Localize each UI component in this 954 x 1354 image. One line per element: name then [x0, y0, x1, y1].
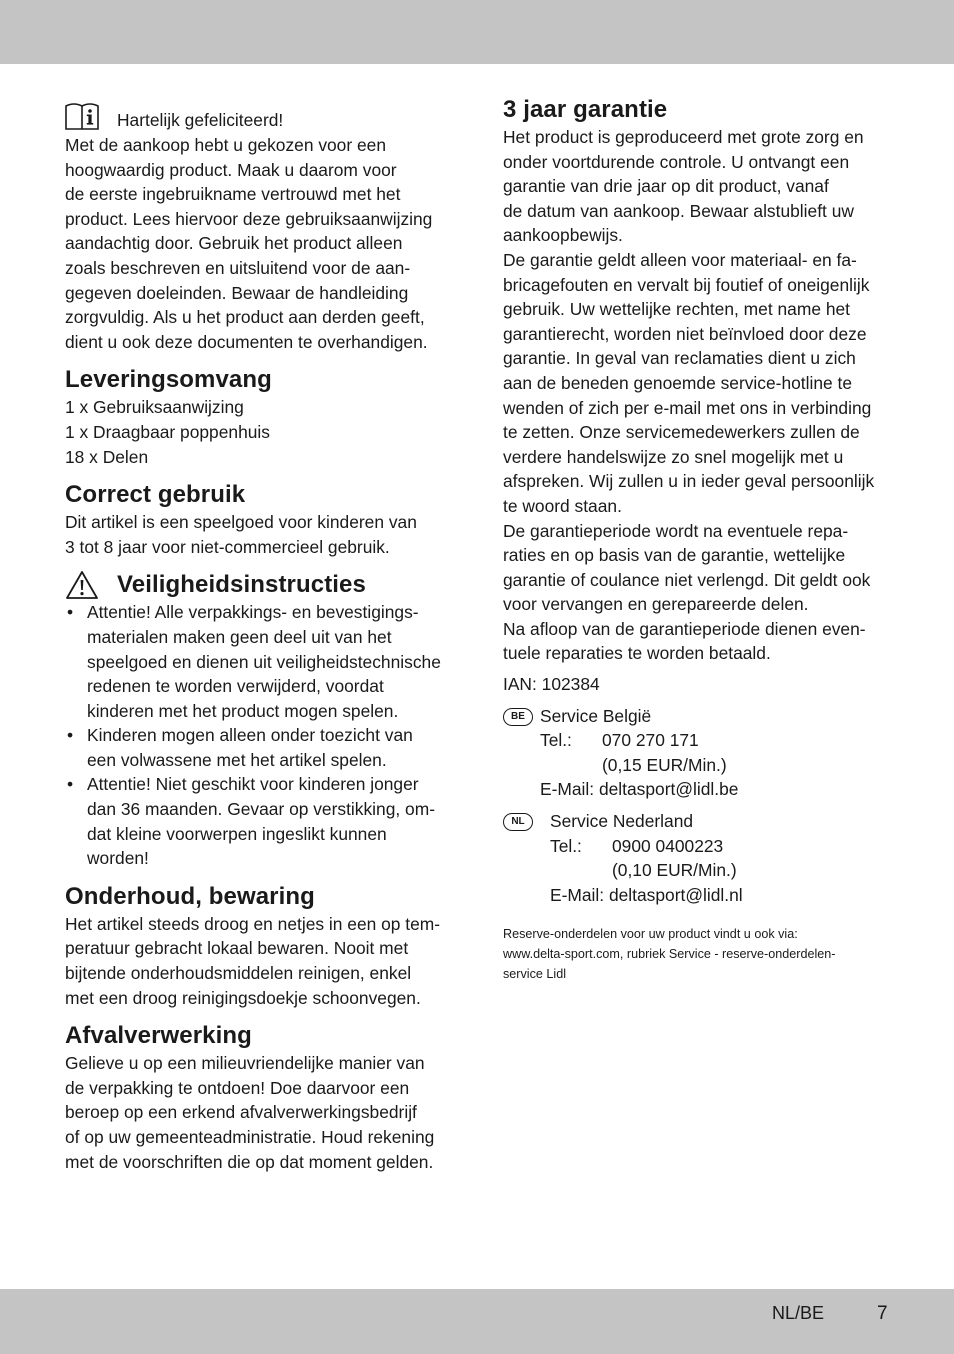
bullet-line: dan 36 maanden. Gevaar op verstikking, om- — [87, 799, 435, 820]
bullet-line: dat kleine voorwerpen ingeslikt kunnen — [87, 823, 387, 844]
section-veiligheid — [65, 570, 453, 871]
tel-number: 070 270 171 — [602, 730, 699, 751]
text-line: Het product is geproduceerd met grote zorg en — [503, 127, 864, 147]
right-column — [503, 95, 903, 985]
rate-spacer — [550, 858, 612, 883]
list-item — [65, 600, 453, 723]
intro-line: product. Lees hiervoor deze gebruiksaanwijzing — [65, 208, 433, 229]
bullet-line: redenen te worden verwijderd, voordat — [87, 676, 384, 697]
mail-label: E-Mail: — [550, 884, 605, 905]
header-band — [0, 0, 954, 64]
mail-address: deltasport@lidl.be — [598, 779, 739, 800]
intro-line: Met de aankoop hebt u gekozen voor een — [65, 135, 386, 155]
section-correct-gebruik — [65, 480, 453, 559]
text-line: De garantie geldt alleen voor materiaal- en fa- — [503, 249, 857, 270]
tel-rate: (0,10 EUR/Min.) — [612, 860, 737, 881]
nl-country-badge: NL — [503, 813, 533, 831]
service-belgium — [503, 704, 903, 802]
spare-parts-line: www.delta-sport.com, rubriek Service - reserve-onderdelen- — [503, 947, 836, 962]
heading-garantie: 3 jaar garantie — [503, 96, 668, 123]
service-tel-row — [550, 834, 743, 859]
intro-line: de eerste ingebruikname vertrouwd met het — [65, 184, 401, 205]
text-line: voor vervangen en gerepareerde delen. — [503, 594, 809, 615]
text-line: Gelieve u op een milieuvriendelijke manier van — [65, 1053, 425, 1074]
list-item — [65, 772, 453, 870]
spare-parts-line: service Lidl — [503, 967, 566, 981]
bullet-line: Attentie! Niet geschikt voor kinderen jonger — [87, 774, 419, 795]
tel-number: 0900 0400223 — [612, 835, 724, 856]
section-onderhoud — [65, 882, 453, 1010]
safety-list — [65, 600, 453, 871]
bullet-line: een volwassene met het artikel spelen. — [87, 749, 387, 770]
text-line: Na afloop van de garantieperiode dienen even- — [503, 618, 866, 639]
text-line: te zetten. Onze servicemedewerkers zullen de — [503, 422, 860, 443]
text-line: te woord staan. — [503, 495, 622, 516]
text-line: garantie van drie jaar op dit product, vanaf — [503, 176, 829, 197]
service-rate-row — [540, 753, 738, 778]
text-line: onder voortdurende controle. U ontvangt een — [503, 151, 850, 172]
text-line: bijtende onderhoudsmiddelen reinigen, enkel — [65, 963, 412, 984]
heading-veiligheid: Veiligheidsinstructies — [117, 571, 366, 599]
text-line: Dit artikel is een speelgoed voor kinderen van — [65, 512, 417, 533]
service-netherlands-details — [550, 809, 743, 907]
text-line: wenden of zich per e-mail met ons in verbinding — [503, 397, 872, 418]
intro-line: hoogwaardig product. Maak u daarom voor — [65, 159, 397, 180]
text-line: 3 tot 8 jaar voor niet-commercieel gebruik. — [65, 536, 390, 557]
text-line: of op uw gemeenteadministratie. Houd rekening — [65, 1127, 435, 1147]
heading-correct-gebruik: Correct gebruik — [65, 481, 246, 509]
service-belgium-details — [540, 704, 738, 802]
text-line: garantie. In geval van reclamaties dient u zich — [503, 348, 856, 369]
veiligheid-heading-row — [65, 570, 453, 600]
text-line: garantierecht, worden niet beïnvloed door deze — [503, 323, 867, 344]
text-line: beroep op een erkend afvalverwerkingsbedrijf — [65, 1102, 417, 1123]
text-line: aan de beneden genoemde service-hotline te — [503, 372, 853, 393]
text-line: garantie of coulance niet verlengd. Dit geldt ook — [503, 569, 871, 590]
intro-line: zorgvuldig. Als u het product aan derden geeft, — [65, 307, 425, 328]
list-item: 18 x Delen — [65, 446, 149, 467]
service-netherlands — [503, 809, 903, 907]
intro-line: dient u ook deze documenten te overhandigen. — [65, 331, 428, 352]
be-country-badge: BE — [503, 708, 533, 726]
bullet-line: materialen maken geen deel uit van het — [87, 626, 392, 647]
bullet-line: Attentie! Alle verpakkings- en bevestigings- — [87, 602, 419, 623]
intro-line: gegeven doeleinden. Bewaar de handleiding — [65, 282, 409, 303]
section-afval — [65, 1021, 453, 1174]
text-line: de verpakking te ontdoen! Doe daarvoor een — [65, 1077, 410, 1098]
ian-number: IAN: 102384 — [503, 674, 600, 695]
text-line: raties en op basis van de garantie, wettelijke — [503, 545, 846, 566]
service-name: Service België — [540, 705, 652, 726]
left-column — [65, 95, 453, 1174]
service-rate-row — [550, 858, 743, 883]
intro-greeting: Hartelijk gefeliciteerd! — [117, 110, 284, 131]
text-line: de datum van aankoop. Bewaar alstublieft uw — [503, 200, 854, 221]
text-line: tuele reparaties te worden betaald. — [503, 643, 771, 664]
text-line: gebruik. Uw wettelijke rechten, met name het — [503, 299, 851, 320]
text-line: met een droog reinigingsdoekje schoonvegen. — [65, 987, 421, 1008]
text-line: bricagefouten en vervalt bij foutief of oneigenlijk — [503, 274, 870, 295]
bullet-line: Kinderen mogen alleen onder toezicht van — [87, 725, 413, 746]
service-name: Service Nederland — [550, 811, 694, 832]
manual-info-icon — [65, 102, 99, 130]
text-line: afspreken. Wij zullen u in ieder geval persoonlijk — [503, 471, 875, 492]
text-line: De garantieperiode wordt na eventuele repa- — [503, 520, 849, 541]
list-item: 1 x Draagbaar poppenhuis — [65, 421, 270, 442]
list-item: 1 x Gebruiksaanwijzing — [65, 397, 244, 418]
bullet-line: worden! — [87, 848, 149, 869]
text-line: peratuur gebracht lokaal bewaren. Nooit met — [65, 938, 409, 959]
warning-triangle-icon — [65, 570, 99, 600]
tel-rate: (0,15 EUR/Min.) — [602, 754, 727, 775]
text-line: Het artikel steeds droog en netjes in een op tem- — [65, 913, 441, 934]
tel-label: Tel.: — [540, 730, 572, 751]
spare-parts-line: Reserve-onderdelen voor uw product vindt u ook via: — [503, 927, 798, 942]
intro-line: aandachtig door. Gebruik het product alleen — [65, 233, 403, 254]
tel-label: Tel.: — [550, 835, 582, 856]
mail-label: E-Mail: — [540, 779, 595, 800]
list-item — [65, 723, 453, 772]
spare-parts-note — [503, 925, 903, 984]
service-tel-row — [540, 728, 738, 753]
service-mail-row — [540, 777, 738, 802]
bullet-line: speelgoed en dienen uit veiligheidstechnische — [87, 651, 441, 672]
service-mail-row — [550, 883, 743, 908]
mail-address: deltasport@lidl.nl — [608, 884, 743, 905]
rate-spacer — [540, 753, 602, 778]
intro-line: zoals beschreven en uitsluitend voor de aan- — [65, 257, 411, 278]
intro-heading — [65, 95, 453, 133]
heading-onderhoud: Onderhoud, bewaring — [65, 882, 315, 910]
bullet-line: kinderen met het product mogen spelen. — [87, 700, 399, 721]
heading-leveringsomvang: Leveringsomvang — [65, 366, 272, 394]
page-number: 7 — [877, 1303, 888, 1324]
text-line: verdere handelswijze zo snel mogelijk met u — [503, 446, 844, 467]
text-line: met de voorschriften die op dat moment gelden. — [65, 1151, 434, 1172]
section-leveringsomvang — [65, 365, 453, 469]
footer-language: NL/BE — [772, 1303, 825, 1323]
text-line: aankoopbewijs. — [503, 225, 623, 246]
heading-afval: Afvalverwerking — [65, 1022, 252, 1050]
